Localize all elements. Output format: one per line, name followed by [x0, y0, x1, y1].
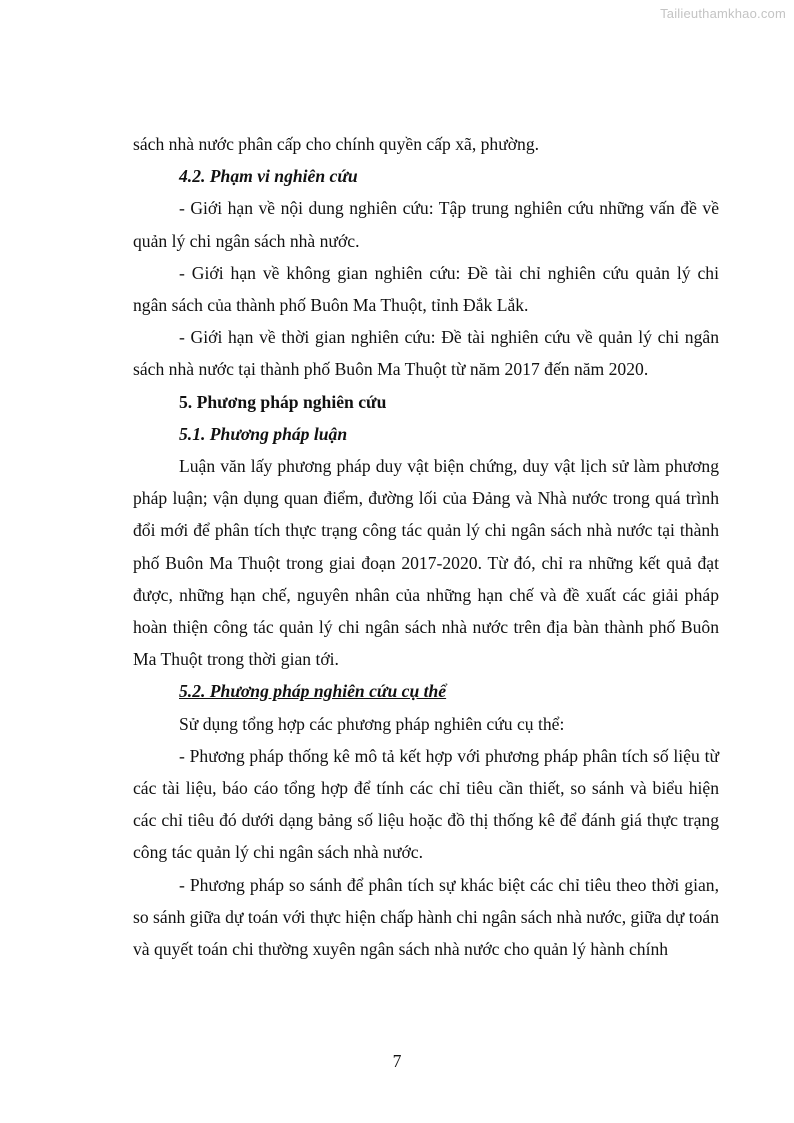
- paragraph-comparison-method: - Phương pháp so sánh để phân tích sự khác biệt các chỉ tiêu theo thời gian, so sánh giữa dự toán với thực hiện chấp hành chi ngân sách nhà nước, giữa dự toán và quyết toán chi thường xuyên ngân sách nhà nước cho quản lý hành chính: [133, 874, 719, 960]
- paragraph-methods-intro: Sử dụng tổng hợp các phương pháp nghiên cứu cụ thể:: [179, 713, 565, 734]
- heading-4-2-scope: 4.2. Phạm vi nghiên cứu: [179, 166, 358, 187]
- page-number: 7: [392, 1051, 402, 1071]
- paragraph-time-limit: - Giới hạn về thời gian nghiên cứu: Đề tài nghiên cứu về quản lý chi ngân sách nhà nước tại thành phố Buôn Ma Thuột từ năm 2017 đến năm 2020.: [133, 327, 719, 380]
- heading-5-methods: 5. Phương pháp nghiên cứu: [179, 391, 387, 412]
- paragraph-methodology: Luận văn lấy phương pháp duy vật biện chứng, duy vật lịch sử làm phương pháp luận; vận dụng quan điểm, đường lối của Đảng và Nhà nước trong quá trình đổi mới để phân tích thực trạng công tác quản lý chi ngân sách nhà nước tại thành phố Buôn Ma Thuột trong giai đoạn 2017-2020. Từ đó, chỉ ra những kết quả đạt được, những hạn chế, nguyên nhân của những hạn chế và đề xuất các giải pháp hoàn thiện công tác quản lý chi ngân sách nhà nước trên địa bàn thành phố Buôn Ma Thuột trong thời gian tới.: [133, 456, 719, 670]
- paragraph-statistics-method: - Phương pháp thống kê mô tả kết hợp với phương pháp phân tích số liệu từ các tài liệu, báo cáo tổng hợp để tính các chỉ tiêu cần thiết, so sánh và biểu hiện các chỉ tiêu đó dưới dạng bảng số liệu hoặc đồ thị thống kê để đánh giá thực trạng công tác quản lý chi ngân sách nhà nước.: [133, 745, 719, 863]
- paragraph-continuation: sách nhà nước phân cấp cho chính quyền cấp xã, phường.: [133, 134, 540, 154]
- paragraph-content-limit: - Giới hạn về nội dung nghiên cứu: Tập trung nghiên cứu những vấn đề về quản lý chi ngân sách nhà nước.: [133, 198, 719, 251]
- watermark-text: Tailieuthamkhao.com: [660, 6, 786, 21]
- document-body: [133, 128, 719, 965]
- heading-5-1-methodology: 5.1. Phương pháp luận: [179, 423, 348, 444]
- paragraph-space-limit: - Giới hạn về không gian nghiên cứu: Đề tài chỉ nghiên cứu quản lý chi ngân sách của thành phố Buôn Ma Thuột, tỉnh Đắk Lắk.: [133, 262, 719, 316]
- heading-5-2-specific-methods: 5.2. Phương pháp nghiên cứu cụ thể: [179, 681, 447, 702]
